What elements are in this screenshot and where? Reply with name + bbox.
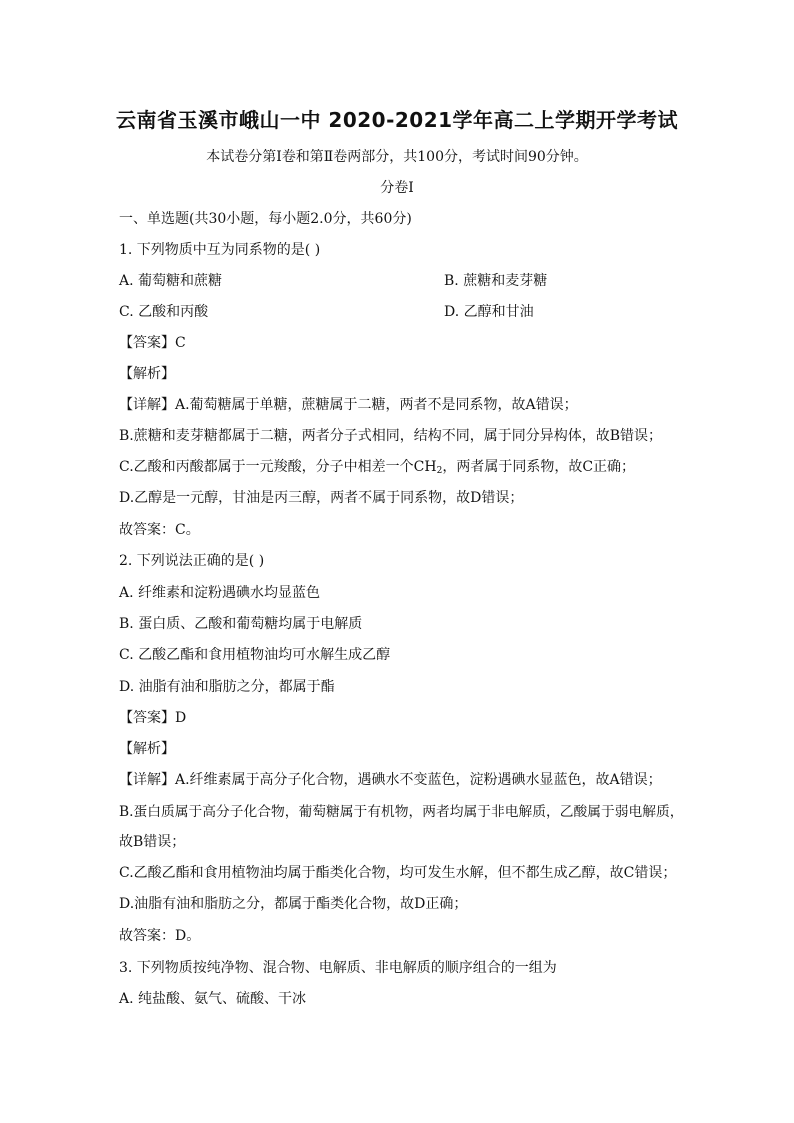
question-2-option-b: B. 蛋白质、乙酸和葡萄糖均属于电解质 — [119, 616, 363, 632]
question-2-option-a: A. 纤维素和淀粉遇碘水均显蓝色 — [119, 585, 321, 601]
question-1-answer: 【答案】C — [119, 335, 186, 351]
question-3-option-a: A. 纯盐酸、氨气、硫酸、干冰 — [119, 991, 307, 1007]
question-2-detail-d: D.油脂有油和脂肪之分，都属于酯类化合物，故D正确； — [119, 896, 468, 912]
document-title: 云南省玉溪市峨山一中 2020-2021学年高二上学期开学考试 — [115, 108, 679, 132]
part-heading: 一、单选题(共30小题，每小题2.0分，共60分) — [119, 211, 412, 227]
question-2-detail-b: B.蛋白质属于高分子化合物，葡萄糖属于有机物，两者均属于非电解质，乙酸属于弱电解质， — [119, 804, 684, 820]
detail-c-text: C.乙酸和丙酸都属于一元羧酸，分子中相差一个CH — [119, 459, 437, 475]
question-2-option-c: C. 乙酸乙酯和食用植物油均可水解生成乙醇 — [119, 647, 391, 663]
question-2-option-d: D. 油脂有油和脂肪之分，都属于酯 — [119, 679, 335, 695]
question-2-answer: 【答案】D — [119, 710, 187, 726]
question-1-analysis-label: 【解析】 — [119, 366, 175, 382]
question-1-option-d: D. 乙醇和甘油 — [444, 304, 534, 320]
question-1-option-a: A. 葡萄糖和蔗糖 — [119, 273, 223, 289]
question-1-option-b: B. 蔗糖和麦芽糖 — [444, 273, 548, 289]
detail-c-text-end: ，两者属于同系物，故C正确； — [442, 459, 636, 475]
question-1-stem: 1. 下列物质中互为同系物的是( ) — [119, 242, 321, 258]
subscript: 2 — [436, 466, 443, 476]
question-2-analysis-label: 【解析】 — [119, 741, 175, 757]
question-3-stem: 3. 下列物质按纯净物、混合物、电解质、非电解质的顺序组合的一组为 — [119, 960, 557, 976]
question-1-detail-a: 【详解】A.葡萄糖属于单糖，蔗糖属于二糖，两者不是同系物，故A错误； — [119, 397, 578, 413]
question-1-option-c: C. 乙酸和丙酸 — [119, 304, 209, 320]
question-2-detail-c: C.乙酸乙酯和食用植物油均属于酯类化合物，均可发生水解，但不都生成乙醇，故C错误； — [119, 865, 677, 881]
question-1-detail-b: B.蔗糖和麦芽糖都属于二糖，两者分子式相同，结构不同，属于同分异构体，故B错误； — [119, 428, 663, 444]
question-1-detail-c — [119, 456, 635, 476]
question-2-detail-a: 【详解】A.纤维素属于高分子化合物，遇碘水不变蓝色，淀粉遇碘水显蓝色，故A错误； — [119, 772, 662, 788]
section-heading: 分卷I — [380, 180, 414, 196]
question-2-detail-b-cont: 故B错误； — [119, 834, 186, 850]
question-2-stem: 2. 下列说法正确的是( ) — [119, 553, 265, 569]
document-subtitle: 本试卷分第Ⅰ卷和第Ⅱ卷两部分，共100分，考试时间90分钟。 — [206, 149, 588, 165]
question-2-conclusion: 故答案：D。 — [119, 928, 201, 944]
question-1-detail-d: D.乙醇是一元醇，甘油是丙三醇，两者不属于同系物，故D错误； — [119, 490, 524, 506]
question-1-conclusion: 故答案：C。 — [119, 522, 200, 538]
